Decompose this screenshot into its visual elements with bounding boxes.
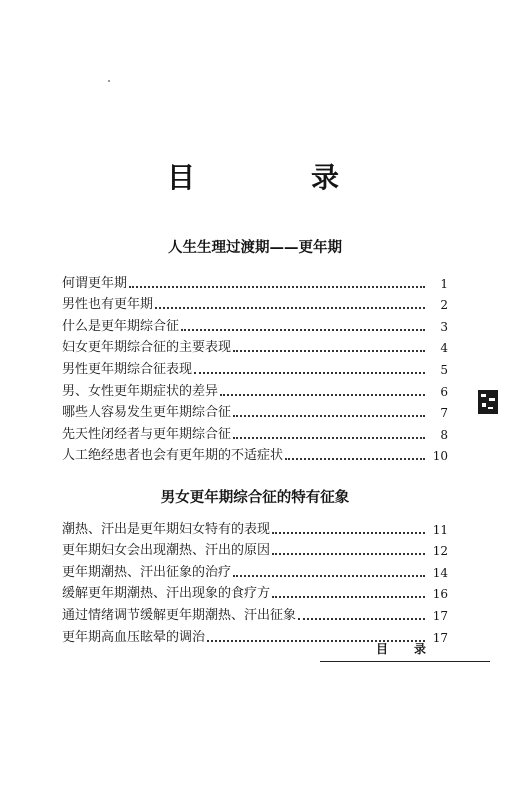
dot-leader xyxy=(233,349,425,352)
toc-page-number: 3 xyxy=(440,319,448,334)
dot-leader xyxy=(233,436,425,439)
toc-entry-title: 什么是更年期综合征 xyxy=(62,318,180,334)
dot-leader xyxy=(285,457,425,460)
toc-list-section-2 xyxy=(62,516,448,646)
toc-entry-title: 通过情绪调节缓解更年期潮热、汗出征象 xyxy=(62,607,297,623)
dot-leader xyxy=(233,414,425,417)
toc-page-number: 16 xyxy=(432,587,448,602)
toc-entry-title: 更年期高血压眩晕的调治 xyxy=(62,629,206,645)
dot-leader xyxy=(298,617,425,620)
toc-entry[interactable] xyxy=(62,538,448,560)
footer-rule xyxy=(320,661,490,662)
toc-entry-title: 何谓更年期 xyxy=(62,275,128,291)
toc-entry-title: 人工绝经患者也会有更年期的不适症状 xyxy=(62,448,284,464)
toc-page-number: 7 xyxy=(440,406,448,421)
toc-entry[interactable] xyxy=(62,378,448,400)
toc-entry[interactable] xyxy=(62,559,448,581)
toc-entry-title: 更年期妇女会出现潮热、汗出的原因 xyxy=(62,543,271,559)
toc-entry[interactable] xyxy=(62,270,448,292)
toc-entry-title: 男、女性更年期症状的差异 xyxy=(62,383,219,399)
toc-entry-title: 先天性闭经者与更年期综合征 xyxy=(62,426,232,442)
paper-speck xyxy=(108,80,110,82)
page-title: 目 录 xyxy=(166,161,383,194)
toc-entry-title: 缓解更年期潮热、汗出现象的食疗方 xyxy=(62,586,271,602)
toc-entry[interactable] xyxy=(62,356,448,378)
toc-list-section-1 xyxy=(62,270,448,464)
edge-tab-mark xyxy=(476,388,500,416)
section-title: 男女更年期综合征的特有征象 xyxy=(160,490,350,506)
dot-leader xyxy=(155,306,425,309)
toc-entry[interactable] xyxy=(62,335,448,357)
toc-page-number: 11 xyxy=(432,522,448,537)
toc-page-number: 10 xyxy=(432,449,448,464)
toc-page-number: 2 xyxy=(440,298,448,313)
toc-page-number: 17 xyxy=(432,608,448,623)
toc-entry-title: 妇女更年期综合征的主要表现 xyxy=(62,340,232,356)
toc-entry[interactable] xyxy=(62,421,448,443)
toc-page-number: 17 xyxy=(432,630,448,645)
toc-entry-title: 更年期潮热、汗出征象的治疗 xyxy=(62,564,232,580)
toc-entry-title: 潮热、汗出是更年期妇女特有的表现 xyxy=(62,521,271,537)
dot-leader xyxy=(272,595,425,598)
dot-leader xyxy=(220,393,425,396)
dot-leader xyxy=(272,531,425,534)
section-title: 人生生理过渡期——更年期 xyxy=(168,240,342,256)
toc-entry[interactable] xyxy=(62,313,448,335)
toc-page-number: 4 xyxy=(440,341,448,356)
toc-entry-title: 男性更年期综合征表现 xyxy=(62,361,193,377)
footer-label: 目录 xyxy=(376,642,453,656)
toc-page-number: 1 xyxy=(440,276,448,291)
toc-page-number: 14 xyxy=(432,565,448,580)
toc-page-number: 8 xyxy=(440,427,448,442)
toc-entry-title: 男性也有更年期 xyxy=(62,297,154,313)
toc-entry[interactable] xyxy=(62,400,448,422)
toc-entry[interactable] xyxy=(62,443,448,465)
toc-entry[interactable] xyxy=(62,602,448,624)
toc-entry[interactable] xyxy=(62,581,448,603)
dot-leader xyxy=(181,328,425,331)
toc-page-number: 6 xyxy=(440,384,448,399)
dot-leader xyxy=(194,371,425,374)
toc-page-number: 12 xyxy=(432,544,448,559)
toc-page-number: 5 xyxy=(440,362,448,377)
toc-entry[interactable] xyxy=(62,292,448,314)
toc-entry[interactable] xyxy=(62,516,448,538)
dot-leader xyxy=(129,285,425,288)
toc-entry-title: 哪些人容易发生更年期综合征 xyxy=(62,405,232,421)
dot-leader xyxy=(272,552,425,555)
dot-leader xyxy=(233,574,425,577)
